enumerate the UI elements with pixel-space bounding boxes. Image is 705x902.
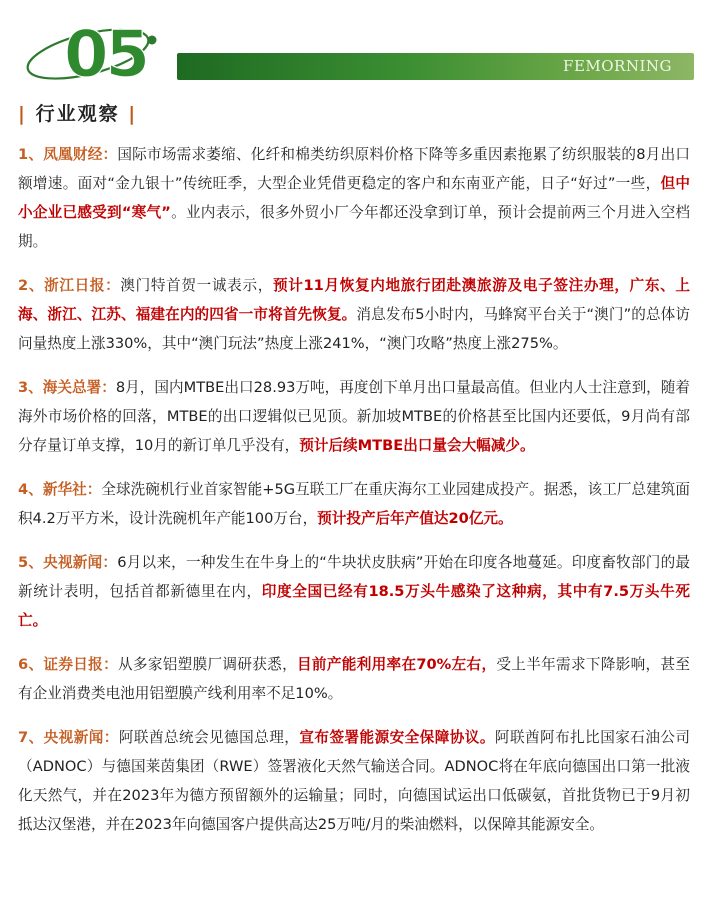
news-item (18, 373, 690, 460)
news-highlight: 预计投产后年产值达20亿元。 (317, 510, 513, 527)
title-bar-right: | (128, 103, 138, 125)
news-source: 2、浙江日报： (18, 277, 121, 294)
news-source: 4、新华社： (18, 481, 102, 498)
section-title-text: 行业观察 (35, 103, 120, 125)
news-text: 。业内表示，很多外贸小厂今年都还没拿到订单，预计会提前两三个月进入空档期。 (18, 204, 690, 250)
news-source: 7、央视新闻： (18, 729, 119, 746)
news-list (18, 140, 690, 854)
news-text: 全球洗碗机行业首家智能+5G互联工厂在重庆海尔工业园建成投产。据悉，该工厂总建筑面积4.2万平方米，设计洗碗机年产能100万台， (18, 481, 690, 527)
news-text: 阿联酋阿布扎比国家石油公司（ADNOC）与德国莱茵集团（RWE）签署液化天然气输送合同。ADNOC将在年底向德国出口第一批液化天然气，并在2023年为德方预留额外的运输量；同时，向德国试运出口低碳氨，首批货物已于9月初抵达汉堡港，并在2023年向德国客户提供高达25万吨/月的柴油燃料，以保障其能源安全。 (18, 729, 690, 833)
news-source: 5、央视新闻： (18, 554, 118, 571)
title-bar-left: | (18, 103, 27, 125)
news-source: 1、凤凰财经： (18, 146, 118, 163)
issue-number: 05 (64, 18, 148, 88)
news-item (18, 650, 690, 708)
news-item (18, 271, 690, 358)
news-text: 消息发布5小时内，马蜂窝平台关于“澳门”的总体访问量热度上涨330%，其中“澳门玩法”热度上涨241%，“澳门攻略”热度上涨275%。 (18, 306, 690, 352)
news-text: 从多家铝塑膜厂调研获悉， (118, 656, 298, 673)
news-text: 国际市场需求萎缩、化纤和棉类纺织原料价格下降等多重因素拖累了纺织服装的8月出口额增速。面对“金九银十”传统旺季，大型企业凭借更稳定的客户和东南亚产能，日子“好过”一些， (18, 146, 690, 192)
news-highlight: 预计后续MTBE出口量会大幅减少。 (299, 437, 535, 454)
news-item (18, 723, 690, 839)
news-item (18, 475, 690, 533)
orbit-dot (148, 36, 157, 45)
news-source: 6、证券日报： (18, 656, 118, 673)
brand-text: FEMORNING (563, 57, 672, 75)
news-source: 3、海关总署： (18, 379, 116, 396)
news-text: 澳门特首贺一诚表示， (120, 277, 273, 294)
news-highlight: 宣布签署能源安全保障协议。 (299, 729, 495, 746)
news-text: 受上半年需求下降影响，甚至有企业消费类电池用铝塑膜产线利用率不足10%。 (18, 656, 690, 702)
issue-badge (18, 8, 168, 88)
news-highlight: 印度全国已经有18.5万头牛感染了这种病，其中有7.5万头牛死亡。 (18, 583, 690, 629)
news-text: 6月以来，一种发生在牛身上的“牛块状皮肤病”开始在印度各地蔓延。印度畜牧部门的最新统计表明，包括首都新德里在内， (18, 554, 690, 600)
news-item (18, 548, 690, 635)
news-item (18, 140, 690, 256)
news-highlight: 预计11月恢复内地旅行团赴澳旅游及电子签注办理，广东、上海、浙江、江苏、福建在内的四省一市将首先恢复。 (18, 277, 690, 323)
news-text: 阿联酋总统会见德国总理， (118, 729, 300, 746)
header (0, 0, 705, 90)
brand-ribbon (177, 53, 694, 80)
news-highlight: 目前产能利用率在70%左右， (297, 656, 497, 673)
news-text: 8月，国内MTBE出口28.93万吨，再度创下单月出口量最高值。但业内人士注意到，随着海外市场价格的回落，MTBE的出口逻辑似已见顶。新加坡MTBE的价格甚至比国内还要低，9月尚有部分存量订单支撑，10月的新订单几乎没有， (18, 379, 691, 454)
section-title (18, 99, 137, 125)
news-highlight: 但中小企业已感受到“寒气” (18, 175, 690, 221)
